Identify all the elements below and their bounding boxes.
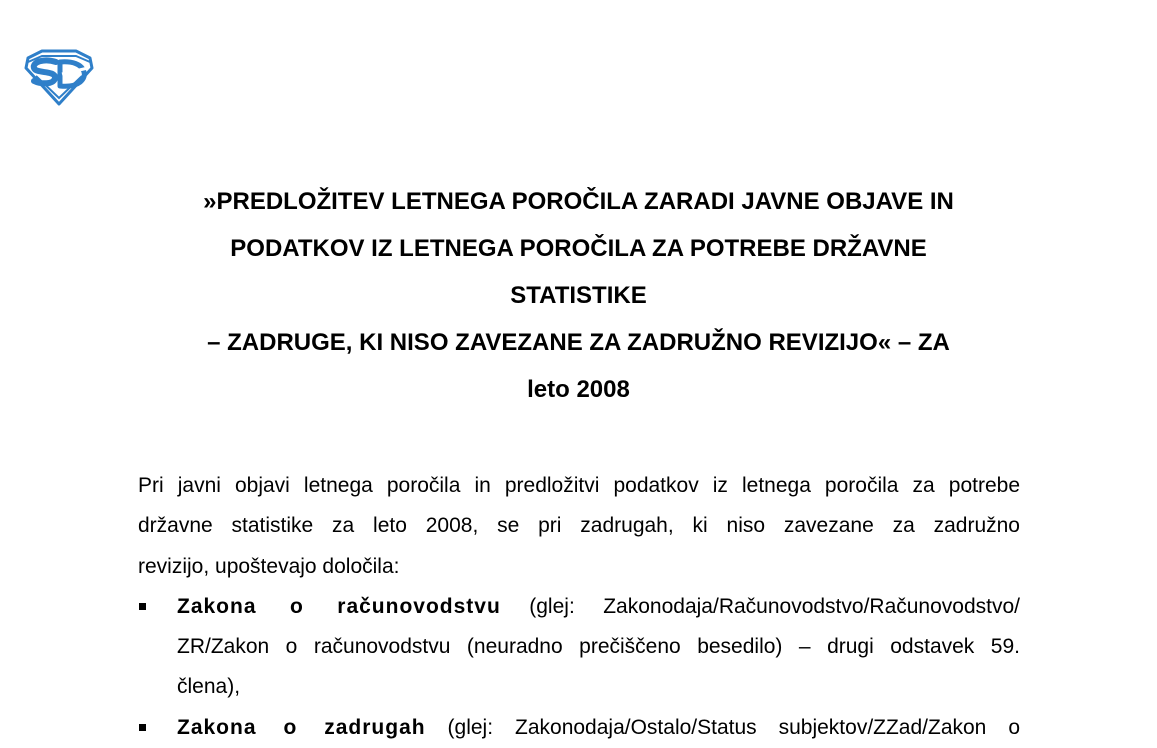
intro-line-1: Pri javni objavi letnega poročila in predložitvi podatkov iz letnega poročila za potrebe bbox=[138, 474, 1020, 497]
list-item bbox=[138, 587, 1020, 708]
square-bullet-icon bbox=[138, 587, 148, 627]
document-body bbox=[138, 466, 1020, 748]
list-item bbox=[138, 708, 1020, 748]
sd-logo bbox=[22, 48, 96, 106]
title-line-1: »PREDLOŽITEV LETNEGA POROČILA ZARADI JAVNE OBJAVE IN bbox=[203, 188, 954, 215]
list-item-line-2: ZR/Zakon o računovodstvu (neuradno prečiščeno besedilo) – drugi odstavek 59. bbox=[177, 635, 1020, 659]
list-item-line-1 bbox=[177, 587, 1020, 627]
title-line-2: PODATKOV IZ LETNEGA POROČILA ZA POTREBE DRŽAVNE bbox=[230, 235, 927, 262]
list-item-line-1 bbox=[177, 708, 1020, 748]
square-bullet-icon bbox=[138, 708, 148, 748]
provisions-list bbox=[138, 587, 1020, 748]
list-item-line-3: člena), bbox=[177, 675, 241, 699]
title-line-5: leto 2008 bbox=[527, 376, 630, 403]
list-item-text: (glej: Zakonodaja/Računovodstvo/Računovodstvo/ bbox=[500, 594, 1020, 618]
intro-paragraph bbox=[138, 466, 1020, 587]
title-line-3: STATISTIKE bbox=[510, 282, 647, 309]
law-name: Zakona o računovodstvu bbox=[177, 594, 501, 618]
intro-line-3: revizijo, upoštevajo določila: bbox=[138, 554, 400, 578]
law-name: Zakona o zadrugah bbox=[177, 715, 426, 739]
intro-line-2: državne statistike za leto 2008, se pri zadrugah, ki niso zavezane za zadružno bbox=[138, 514, 1020, 538]
sd-diamond-logo-icon bbox=[22, 48, 96, 106]
list-item-text: (glej: Zakonodaja/Ostalo/Status subjektov/ZZad/Zakon o bbox=[425, 715, 1020, 739]
title-line-4: – ZADRUGE, KI NISO ZAVEZANE ZA ZADRUŽNO REVIZIJO« – ZA bbox=[207, 329, 950, 356]
document-title bbox=[110, 178, 1047, 413]
